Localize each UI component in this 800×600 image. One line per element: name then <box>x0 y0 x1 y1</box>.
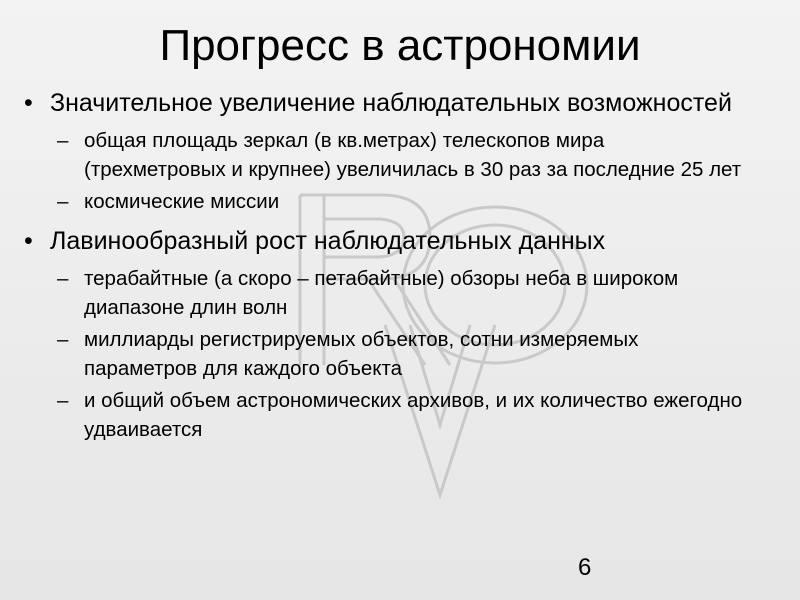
sub-bullet-item <box>0 386 800 444</box>
bullet-item <box>0 224 800 258</box>
dash-icon: – <box>57 328 69 351</box>
slide-title: Прогресс в астрономии <box>159 21 641 70</box>
dash-icon: – <box>57 190 69 213</box>
page-number: 6 <box>578 554 592 581</box>
bullet-text: Значительное увеличение наблюдательных возможностей <box>50 89 732 117</box>
sub-bullet-text: космические миссии <box>84 190 280 213</box>
sub-bullet-text: общая площадь зеркал (в кв.метрах) телескопов мира (трехметровых и крупнее) увеличилась в 30 раз за последние 25 лет <box>84 129 742 181</box>
sub-bullet-item <box>0 126 800 184</box>
bullet-icon: • <box>24 227 33 255</box>
dash-icon: – <box>57 267 69 290</box>
sub-bullet-item <box>0 264 800 322</box>
bullet-list <box>0 86 800 444</box>
sub-bullet-item <box>0 187 800 216</box>
sub-bullet-text: миллиарды регистрируемых объектов, сотни измеряемых параметров для каждого объекта <box>84 328 639 380</box>
sub-bullet-text: терабайтные (а скоро – петабайтные) обзоры неба в широком диапазоне длин волн <box>84 267 679 319</box>
dash-icon: – <box>57 129 69 152</box>
sub-bullet-text: и общий объем астрономических архивов, и их количество ежегодно удваивается <box>84 389 743 441</box>
bullet-text: Лавинообразный рост наблюдательных данных <box>50 227 606 255</box>
bullet-item <box>0 86 800 120</box>
sub-bullet-item <box>0 325 800 383</box>
dash-icon: – <box>57 389 69 412</box>
bullet-icon: • <box>24 89 33 117</box>
